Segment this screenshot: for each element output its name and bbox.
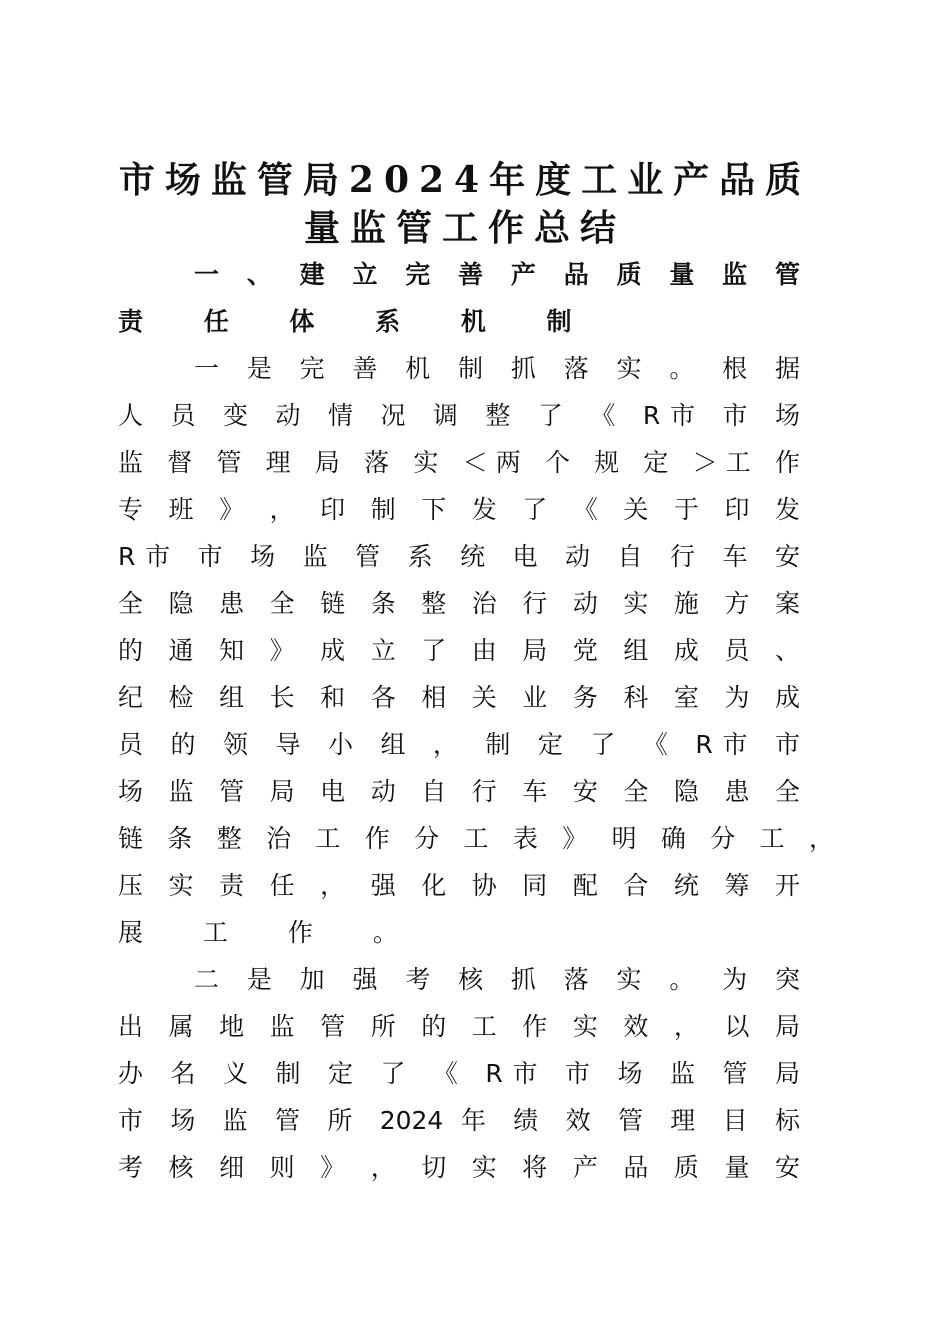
paragraph-1-line: 的 通 知 》 成 立 了 由 局 党 组 成 员 、 xyxy=(118,636,800,665)
section-heading-line-2: 责 任 体 系 机 制 xyxy=(118,307,598,336)
document-title-line-1: 市场监管局2024年度工业产品质 xyxy=(118,159,812,201)
paragraph-2-line: 办 名 义 制 定 了 《 R市 市 场 监 管 局 xyxy=(118,1059,800,1088)
paragraph-1-line: 员 的 领 导 小 组 ， 制 定 了 《 R市 市 xyxy=(118,730,800,759)
paragraph-1-line: 场 监 管 局 电 动 自 行 车 安 全 隐 患 全 xyxy=(118,777,800,806)
paragraph-2-line: 二 是 加 强 考 核 抓 落 实 。 为 突 xyxy=(194,965,800,994)
paragraph-1-line: 压 实 责 任 ， 强 化 协 同 配 合 统 筹 开 xyxy=(118,871,800,900)
paragraph-2-line: 出 属 地 监 管 所 的 工 作 实 效 ， 以 局 xyxy=(118,1012,800,1041)
paragraph-1-line: 一 是 完 善 机 制 抓 落 实 。 根 据 xyxy=(194,354,800,383)
paragraph-1-line: 展 工 作 。 xyxy=(118,918,424,947)
document-title-line-2: 量监管工作总结 xyxy=(303,207,626,249)
paragraph-1-line: 链 条 整 治 工 作 分 工 表 》 明 确 分 工 ， xyxy=(118,824,834,853)
section-heading-line-1: 一 、 建 立 完 善 产 品 质 量 监 管 xyxy=(194,260,800,289)
paragraph-1-line: 纪 检 组 长 和 各 相 关 业 务 科 室 为 成 xyxy=(118,683,800,712)
paragraph-1-line: 全 隐 患 全 链 条 整 治 行 动 实 施 方 案 xyxy=(118,589,800,618)
paragraph-1-line: 人 员 变 动 情 况 调 整 了 《 R市 市 场 xyxy=(118,401,800,430)
paragraph-2-line: 考 核 细 则 》 ， 切 实 将 产 品 质 量 安 xyxy=(118,1153,800,1182)
paragraph-1-line: 专 班 》 ， 印 制 下 发 了 《 关 于 印 发 xyxy=(118,495,800,524)
paragraph-1-line: R市 市 场 监 管 系 统 电 动 自 行 车 安 xyxy=(118,542,800,571)
paragraph-2-line: 市 场 监 管 所 2024 年 绩 效 管 理 目 标 xyxy=(118,1106,800,1135)
paragraph-1-line: 监 督 管 理 局 落 实 ＜两 个 规 定 ＞工 作 xyxy=(118,448,800,477)
